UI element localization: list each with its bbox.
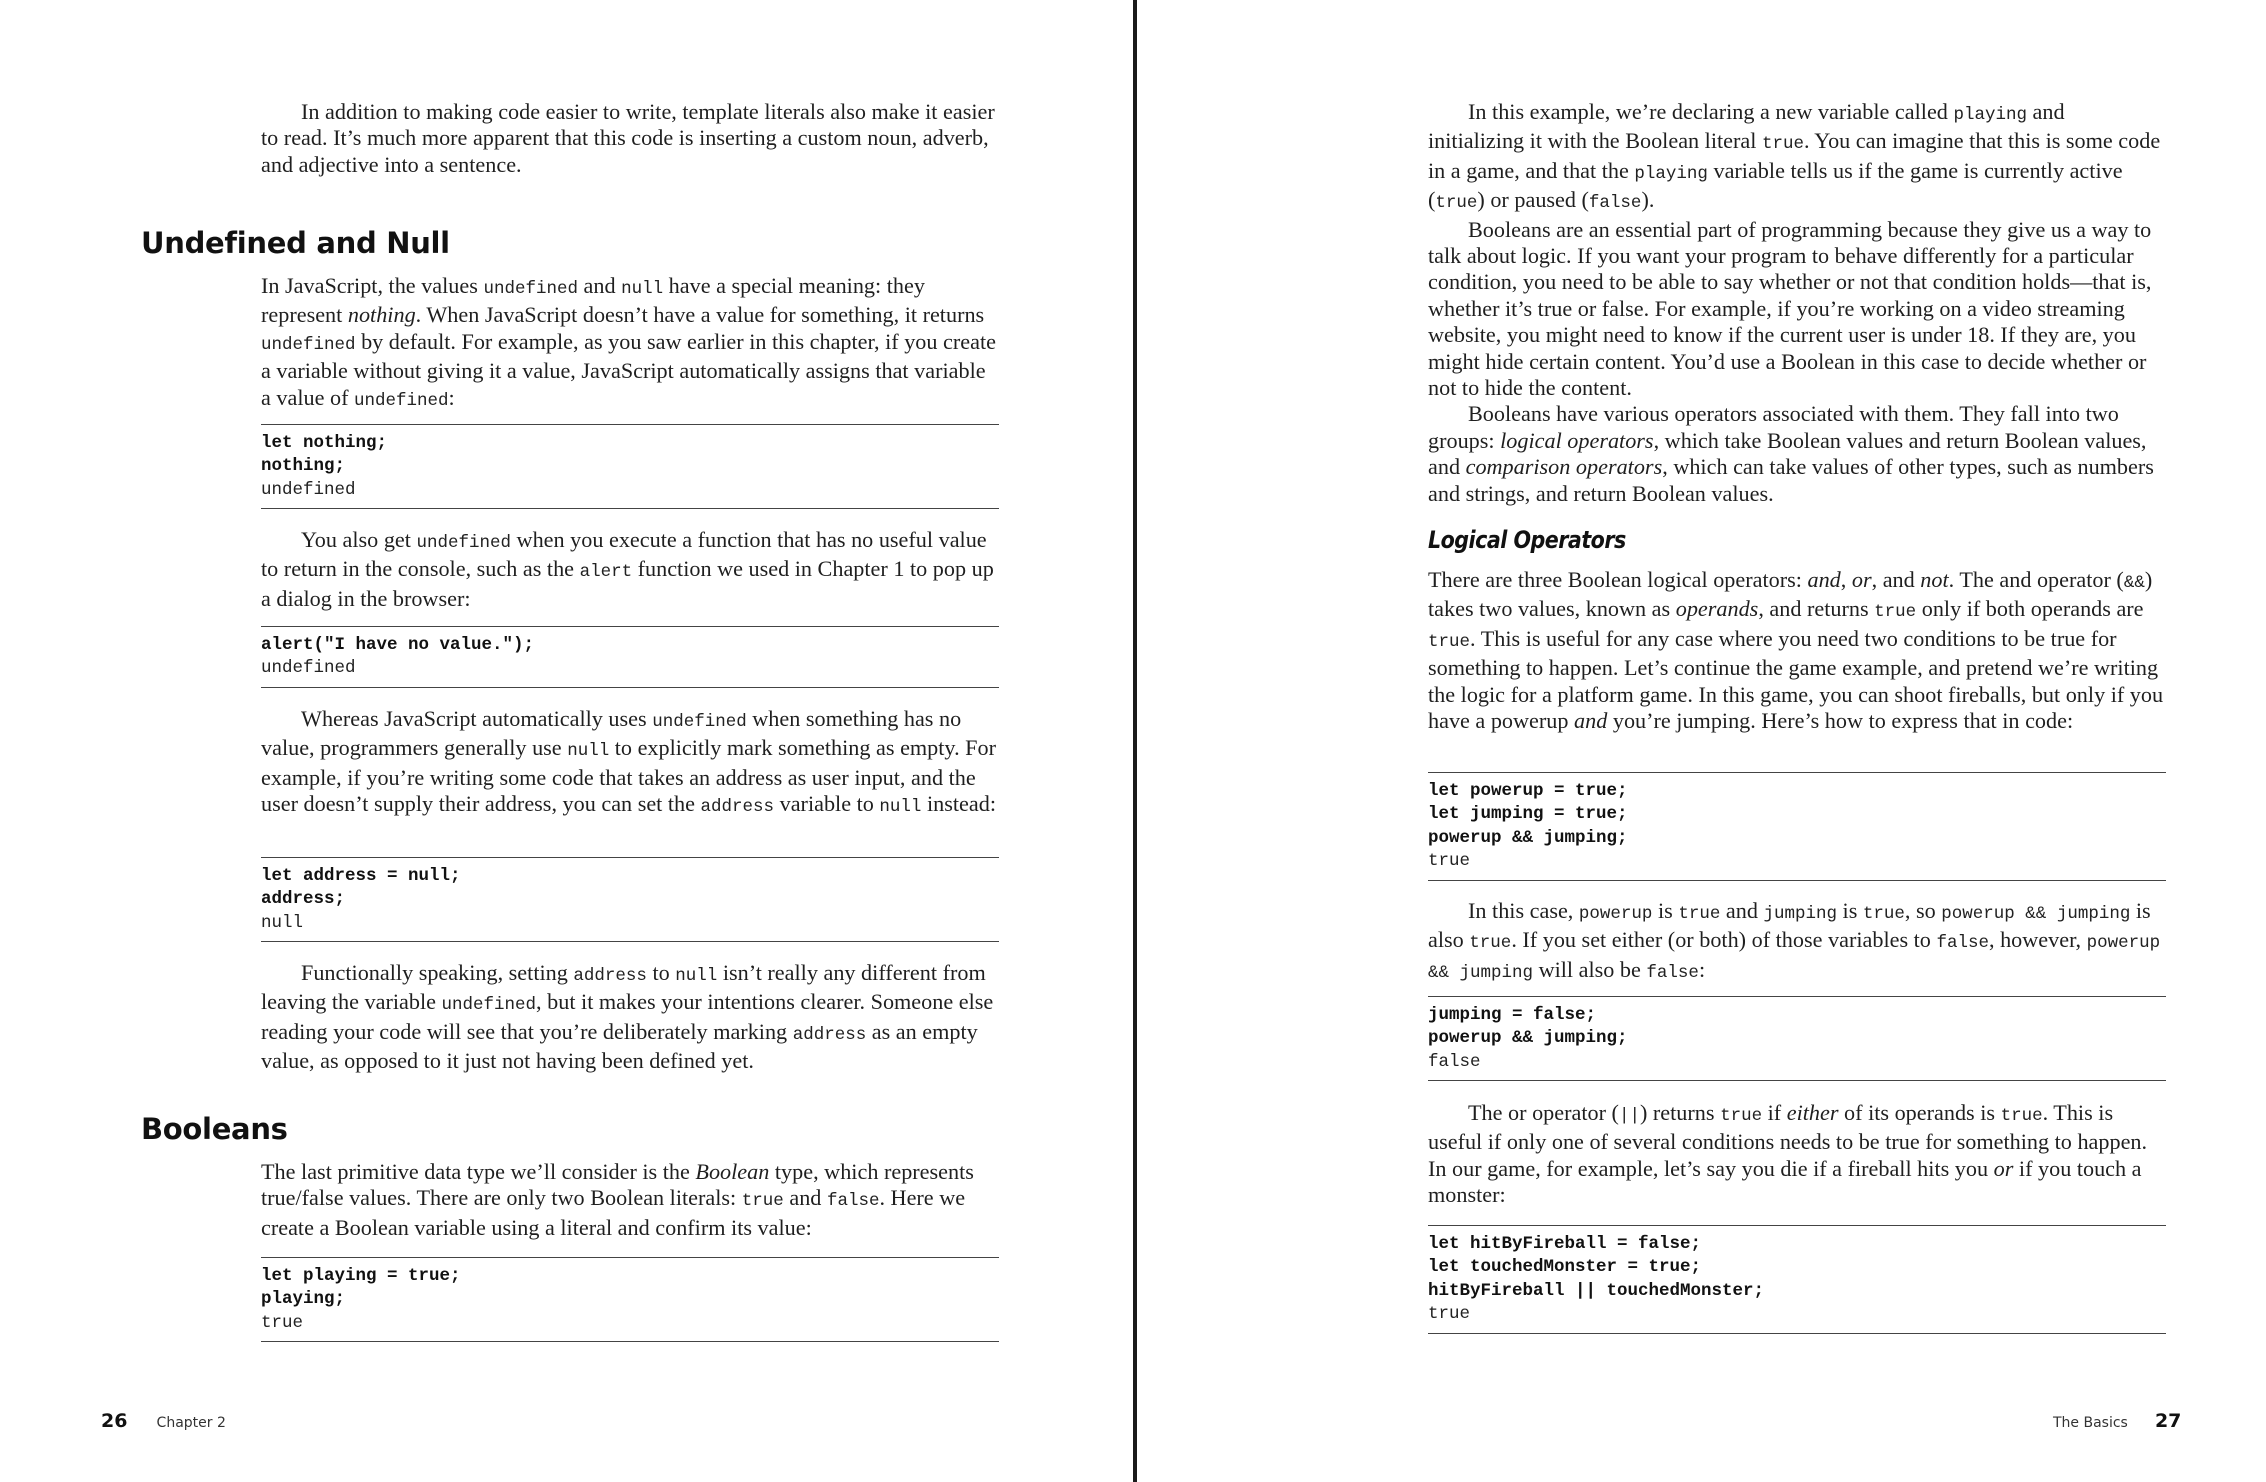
text-run: if (1762, 1100, 1787, 1125)
text-run: is (1837, 898, 1863, 923)
text-run: , (1840, 567, 1852, 592)
inline-code: true (741, 1191, 784, 1212)
text-run: and (783, 1185, 827, 1211)
page-number: 26 (101, 1410, 128, 1432)
inline-code: jumping (1763, 904, 1837, 924)
page-number: 27 (2154, 1410, 2182, 1432)
right-footer (2053, 1410, 2181, 1432)
text-run: when you execute a function that has no useful value to return in the console, such as the (261, 527, 987, 582)
text-run: have a special meaning: they represent (261, 273, 925, 328)
text-run: : (1698, 956, 1706, 982)
code-line-output: false (1428, 1051, 1481, 1072)
text-run: . If you set either (or both) of those variables to (1511, 927, 1937, 953)
inline-code: true (1874, 602, 1917, 623)
text-run: , so (1904, 898, 1942, 923)
text-run: by default. For example, as you saw earlier in this chapter, if you create a variable without giving it a value, JavaScript automatically assigns that variable a value of (261, 328, 996, 410)
text-run: You also get (301, 527, 417, 552)
text-run: , and (1871, 567, 1921, 592)
text-run: . This is useful if only one of several conditions needs to be true for something to happen. In our game, for example, let’s say you die if a fireball hits you (1428, 1100, 2148, 1181)
null-paragraph (261, 706, 999, 821)
text-run: . You can imagine that this is some code in a game, and that the (1428, 128, 2161, 183)
text-run: to explicitly mark something as empty. For example, if you’re writing some code that takes an address as user input, and the user doesn’t supply their address, you can set the (261, 735, 997, 817)
inline-code: true (1862, 904, 1905, 924)
emphasis: not (1920, 567, 1949, 592)
inline-code: alert (579, 562, 633, 583)
text-run: as an empty value, as opposed to it just not having been defined yet. (261, 1018, 978, 1074)
text-run: and initializing it with the Boolean literal (1428, 99, 2065, 154)
text-run: Booleans are an essential part of programming because they give us a way to talk about logic. If you want your program to behave differently for a particular condition, you need to be able to say whether or not that condition holds—that is, whether it’s true or false. For example, if you’re working on a video streaming website, you might need to know if the current user is under 18. If they are, you might hide certain content. You’d use a Boolean in this case to decide whether or not to hide the content. (1428, 216, 2152, 401)
code-block-powerup (1428, 772, 2166, 881)
text-run: ) takes two values, known as (1428, 567, 2153, 622)
emphasis: Boolean (695, 1159, 770, 1184)
inline-code: undefined (354, 390, 449, 411)
left-footer (101, 1410, 226, 1432)
inline-code: undefined (261, 334, 356, 355)
chapter-label: Chapter 2 (156, 1415, 226, 1431)
code-block-nothing (261, 424, 999, 509)
code-line-output: undefined (261, 479, 356, 500)
text-run: to (646, 960, 676, 985)
case-paragraph (1428, 898, 2166, 986)
text-run: : (448, 384, 455, 410)
or-paragraph (1428, 1100, 2166, 1209)
heading-undefined-and-null: Undefined and Null (141, 226, 450, 260)
code-line-input: let playing = true; (261, 1266, 461, 1286)
emphasis: or (1851, 567, 1872, 592)
inline-code: true (1720, 1106, 1763, 1126)
emphasis: operands (1675, 596, 1759, 622)
alert-paragraph (261, 527, 999, 612)
text-run: is also (1428, 898, 2151, 953)
functionally-text (261, 960, 999, 1075)
code-line-output: true (261, 1312, 304, 1333)
code-line-input: nothing; (261, 456, 346, 477)
text-run: In this example, we’re declaring a new variable called (1468, 99, 1954, 124)
inline-code: false (826, 1191, 880, 1212)
text-run: variable to (774, 791, 880, 817)
text-run: isn’t really any different from leaving the variable (261, 960, 986, 1015)
undefined-text (261, 273, 999, 414)
inline-code: powerup (1578, 904, 1653, 924)
inline-code: true (1678, 904, 1721, 924)
undefined-paragraph (261, 273, 999, 414)
code-line-input: powerup && jumping; (1428, 827, 1628, 848)
code-line-output: null (261, 912, 304, 933)
inline-code: undefined (441, 995, 537, 1016)
essential-text (1428, 217, 2166, 402)
text-run: The last primitive data type we’ll consider is the (261, 1159, 696, 1184)
alert-text (261, 527, 999, 612)
code-line-input: hitByFireball || touchedMonster; (1428, 1280, 1765, 1301)
text-run: if you touch a monster: (1428, 1155, 2142, 1208)
text-run: is (1652, 898, 1679, 923)
text-run: In JavaScript, the values (261, 273, 484, 298)
text-run: type, which represents true/false values. There are only two Boolean literals: (261, 1159, 974, 1211)
right-page (1136, 0, 2266, 1482)
inline-code: powerup && jumping (1941, 904, 2131, 924)
inline-code: null (621, 279, 664, 299)
text-run: . This is useful for any case where you need two conditions to be true for something to happen. Let’s continue the game example, and pretend we’re writing the logic for a platform game. In this game, you can shoot fireballs, but only if you have a powerup (1428, 625, 2164, 734)
example-paragraph (1428, 99, 2166, 507)
chapter-label: The Basics (2053, 1415, 2128, 1431)
emphasis: logical operators (1500, 427, 1654, 453)
text-run: will also be (1533, 956, 1647, 982)
heading-booleans: Booleans (141, 1112, 288, 1146)
case-text (1428, 898, 2166, 986)
code-block-playing (261, 1257, 999, 1342)
emphasis: nothing (347, 302, 416, 328)
code-line-output: undefined (261, 658, 356, 679)
text-run: ). (1641, 187, 1655, 213)
code-block-jumping-false (1428, 996, 2166, 1081)
text-run: The or operator ( (1468, 1100, 1619, 1125)
text-run: ) returns (1639, 1100, 1721, 1125)
inline-code: true (1469, 933, 1512, 954)
code-line-input: let nothing; (261, 433, 388, 453)
code-line-input: address; (261, 889, 346, 910)
inline-code: undefined (483, 279, 578, 299)
text-run: Booleans have various operators associated with them. They fall into two groups: (1428, 401, 2119, 453)
code-line-input: let address = null; (261, 866, 461, 886)
text-run: In addition to making code easier to write, template literals also make it easier to read. It’s much more apparent that this code is inserting a custom noun, adverb, and adjective into a sentence. (261, 99, 995, 177)
text-run: only if both operands are (1916, 596, 2144, 622)
inline-code: && (2123, 573, 2145, 593)
code-line-input: playing; (261, 1289, 346, 1310)
text-run: , however, (1988, 927, 2087, 953)
text-run: of its operands is (1838, 1100, 2001, 1125)
code-line-output: true (1428, 1304, 1471, 1325)
null-text (261, 706, 999, 821)
text-run: , which take Boolean values and return Boolean values, and (1428, 427, 2147, 480)
text-run: variable tells us if the game is currently active ( (1428, 157, 2123, 213)
code-line-input: powerup && jumping; (1428, 1028, 1628, 1049)
inline-code: null (567, 741, 610, 762)
booleans-text (261, 1159, 999, 1241)
code-line-input: let powerup = true; (1428, 781, 1628, 801)
inline-code: address (792, 1024, 867, 1045)
text-run: when something has no value, programmers generally use (261, 706, 962, 761)
text-run: you’re jumping. Here’s how to express that in code: (1607, 708, 2074, 734)
inline-code: null (879, 797, 922, 818)
text-run: Functionally speaking, setting (301, 960, 574, 985)
emphasis: and (1807, 567, 1841, 592)
three-operators-paragraph (1428, 567, 2166, 734)
inline-code: false (1646, 962, 1699, 983)
inline-code: playing (1634, 163, 1708, 184)
emphasis: comparison operators (1465, 454, 1663, 480)
code-line-input: let jumping = true; (1428, 804, 1628, 825)
code-block-alert (261, 626, 999, 688)
text-run: , which can take values of other types, such as numbers and strings, and return Boolean values. (1428, 454, 2154, 506)
text-run: . When JavaScript doesn’t have a value for something, it returns (415, 302, 985, 328)
code-line-input: jumping = false; (1428, 1005, 1597, 1025)
example-text (1428, 99, 2166, 217)
inline-code: || (1618, 1106, 1640, 1126)
operators-text (1428, 401, 2166, 507)
booleans-paragraph (261, 1159, 999, 1241)
emphasis: either (1786, 1100, 1839, 1125)
text-run: , and returns (1758, 596, 1875, 622)
text-run: function we used in Chapter 1 to pop up a dialog in the browser: (261, 556, 994, 611)
code-block-fireball (1428, 1225, 2166, 1334)
text-run: , but it makes your intentions clearer. Someone else reading your code will see that you’re deliberately marking (261, 989, 994, 1044)
inline-code: null (675, 966, 718, 986)
text-run: There are three Boolean logical operators: (1428, 567, 1808, 592)
or-text (1428, 1100, 2166, 1209)
text-run: ) or paused ( (1477, 187, 1589, 213)
inline-code: true (1428, 631, 1471, 652)
text-run: Whereas JavaScript automatically uses (301, 706, 653, 731)
text-run: instead: (921, 791, 996, 817)
intro-text (261, 99, 999, 178)
text-run: and (1720, 898, 1764, 923)
inline-code: powerup && jumping (1428, 933, 2161, 983)
code-line-output: true (1428, 851, 1471, 872)
emphasis: or (1993, 1155, 2014, 1181)
inline-code: true (1761, 134, 1804, 155)
three-operators-text (1428, 567, 2166, 734)
inline-code: false (1588, 193, 1642, 214)
inline-code: undefined (416, 533, 511, 553)
inline-code: address (573, 966, 647, 986)
code-line-input: alert("I have no value."); (261, 635, 535, 655)
inline-code: true (2000, 1106, 2043, 1126)
code-block-address (261, 857, 999, 942)
inline-code: playing (1953, 105, 2027, 125)
emphasis: and (1574, 708, 1608, 734)
code-line-input: let touchedMonster = true; (1428, 1257, 1702, 1278)
inline-code: false (1936, 933, 1989, 954)
heading-logical-operators: Logical Operators (1428, 526, 1626, 554)
text-run: . Here we create a Boolean variable using a literal and confirm its value: (261, 1185, 966, 1240)
text-run: In this case, (1468, 898, 1579, 923)
inline-code: true (1435, 193, 1478, 214)
code-line-input: let hitByFireball = false; (1428, 1234, 1702, 1254)
text-run: and (577, 273, 622, 298)
inline-code: undefined (652, 712, 747, 732)
functionally-paragraph (261, 960, 999, 1075)
intro-paragraph (261, 99, 999, 178)
inline-code: address (700, 797, 775, 818)
text-run: . The and operator ( (1948, 567, 2124, 592)
